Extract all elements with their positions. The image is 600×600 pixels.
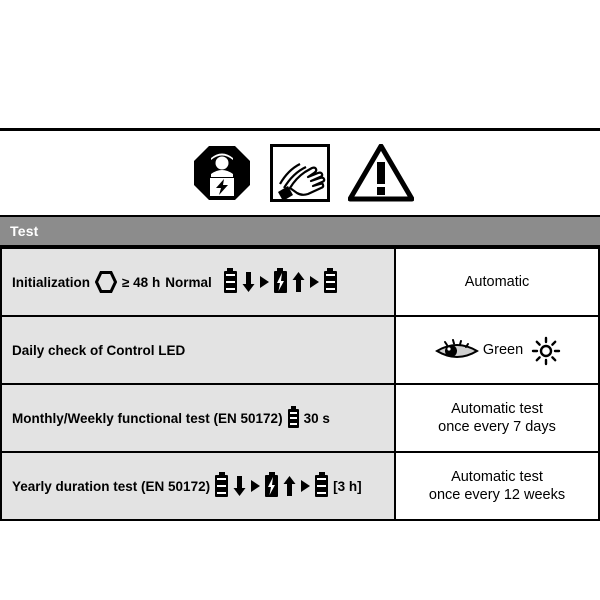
table-header-test: Test <box>0 215 600 247</box>
yearly-result-line2: once every 12 weeks <box>428 487 566 503</box>
row-initialization-label <box>1 248 395 316</box>
sun-icon <box>531 336 559 364</box>
emergency-lighting-test-sheet <box>0 128 600 521</box>
play-triangle-icon <box>251 480 260 492</box>
monthly-result-line1: Automatic test <box>451 400 543 417</box>
table-row <box>1 248 599 316</box>
warning-triangle-icon <box>348 144 408 202</box>
row-daily-check-result <box>395 316 599 384</box>
table-row <box>1 384 599 452</box>
yearly-result-line1: Automatic test <box>451 468 543 485</box>
arrow-up-icon <box>283 475 296 497</box>
table-row <box>1 316 599 384</box>
pictogram-band <box>0 128 600 215</box>
row-daily-check-label: Daily check of Control LED <box>1 316 395 384</box>
yearly-test-label: Yearly duration test (EN 50172) <box>12 478 211 494</box>
yearly-test-duration: [3 h] <box>333 478 362 494</box>
row-yearly-test-result <box>395 452 599 520</box>
initialization-label: Initialization <box>12 274 91 290</box>
table-row <box>1 452 599 520</box>
battery-full-icon <box>315 475 328 497</box>
battery-charging-bolt-icon <box>265 475 278 497</box>
monthly-result-line2: once every 7 days <box>438 419 556 435</box>
arrow-down-icon <box>242 271 255 293</box>
initialization-mode: Normal <box>165 274 212 290</box>
battery-charging-bolt-icon <box>274 271 287 293</box>
read-instructions-hand-icon <box>270 144 330 202</box>
qualified-electrician-icon <box>192 144 252 202</box>
row-monthly-test-label <box>1 384 395 452</box>
battery-full-icon <box>215 475 228 497</box>
arrow-up-icon <box>292 271 305 293</box>
control-led-color-label: Green <box>482 341 524 358</box>
battery-full-icon <box>324 271 337 293</box>
test-schedule-table <box>0 247 600 521</box>
monthly-test-duration: 30 s <box>303 410 330 426</box>
eye-icon <box>435 339 475 361</box>
battery-full-icon <box>224 271 237 293</box>
battery-full-icon <box>288 409 299 428</box>
row-monthly-test-result <box>395 384 599 452</box>
initialization-duration: ≥ 48 h <box>122 274 161 290</box>
play-triangle-icon <box>301 480 310 492</box>
row-yearly-test-label <box>1 452 395 520</box>
play-triangle-icon <box>260 276 269 288</box>
monthly-test-label: Monthly/Weekly functional test (EN 50172) <box>12 410 283 426</box>
hex-ring-icon <box>95 271 117 293</box>
arrow-down-icon <box>233 475 246 497</box>
play-triangle-icon <box>310 276 319 288</box>
row-initialization-result: Automatic <box>395 248 599 316</box>
